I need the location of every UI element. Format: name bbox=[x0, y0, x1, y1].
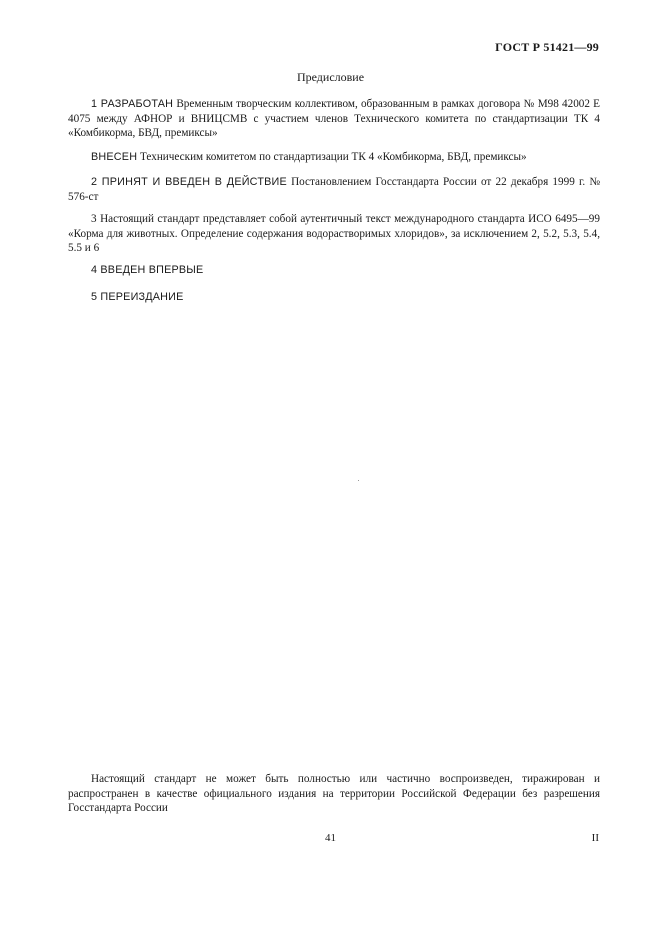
scan-speck bbox=[358, 480, 359, 481]
copyright-notice: Настоящий стандарт не может быть полностью или частично воспроизведен, тиражирован и распространен в качестве официального издания на территории Российской Федерации без разрешения Госстандарта России bbox=[68, 773, 600, 814]
preface-item-introduced-text: Техническим комитетом по стандартизации ТК 4 «Комбикорма, БВД, премиксы» bbox=[137, 151, 527, 163]
preface-item-1-text: Временным творческим коллективом, образованным в рамках договора № М98 42002 Е 4075 между АФНОР и ВНИЦСМВ с участием членов Технического комитета по стандартизации ТК 4 «Комбикорма, БВД, премиксы» bbox=[68, 98, 600, 139]
preface-item-1-lead: 1 РАЗРАБОТАН bbox=[91, 98, 174, 110]
preface-item-4-lead: 4 ВВЕДЕН ВПЕРВЫЕ bbox=[91, 264, 204, 276]
preface-item-1 bbox=[68, 97, 600, 141]
standard-code: ГОСТ Р 51421—99 bbox=[495, 40, 599, 54]
preface-item-5-lead: 5 ПЕРЕИЗДАНИЕ bbox=[91, 291, 184, 303]
preface-item-3 bbox=[68, 212, 600, 256]
preface-item-5 bbox=[68, 290, 600, 305]
preface-item-introduced-lead: ВНЕСЕН bbox=[91, 151, 138, 163]
preface-item-2-lead: 2 ПРИНЯТ И ВВЕДЕН В ДЕЙСТВИЕ bbox=[91, 176, 287, 188]
roman-page-number: II bbox=[591, 832, 599, 844]
preface-item-2-text: Постановлением Госстандарта России от 22 декабря 1999 г. № 576-ст bbox=[68, 176, 600, 203]
preface-item-3-text: 3 Настоящий стандарт представляет собой аутентичный текст международного стандарта ИСО 6495—99 «Корма для животных. Определение содержания водорастворимых хлоридов», за исключением 2, 5.2, 5.3, 5.4, 5.5 и 6 bbox=[68, 213, 600, 254]
preface-item-introduced bbox=[68, 150, 600, 165]
preface-title: Предисловие bbox=[296, 70, 365, 84]
preface-item-4 bbox=[68, 263, 600, 278]
preface-item-2 bbox=[68, 175, 600, 204]
page-number: 41 bbox=[325, 832, 336, 844]
